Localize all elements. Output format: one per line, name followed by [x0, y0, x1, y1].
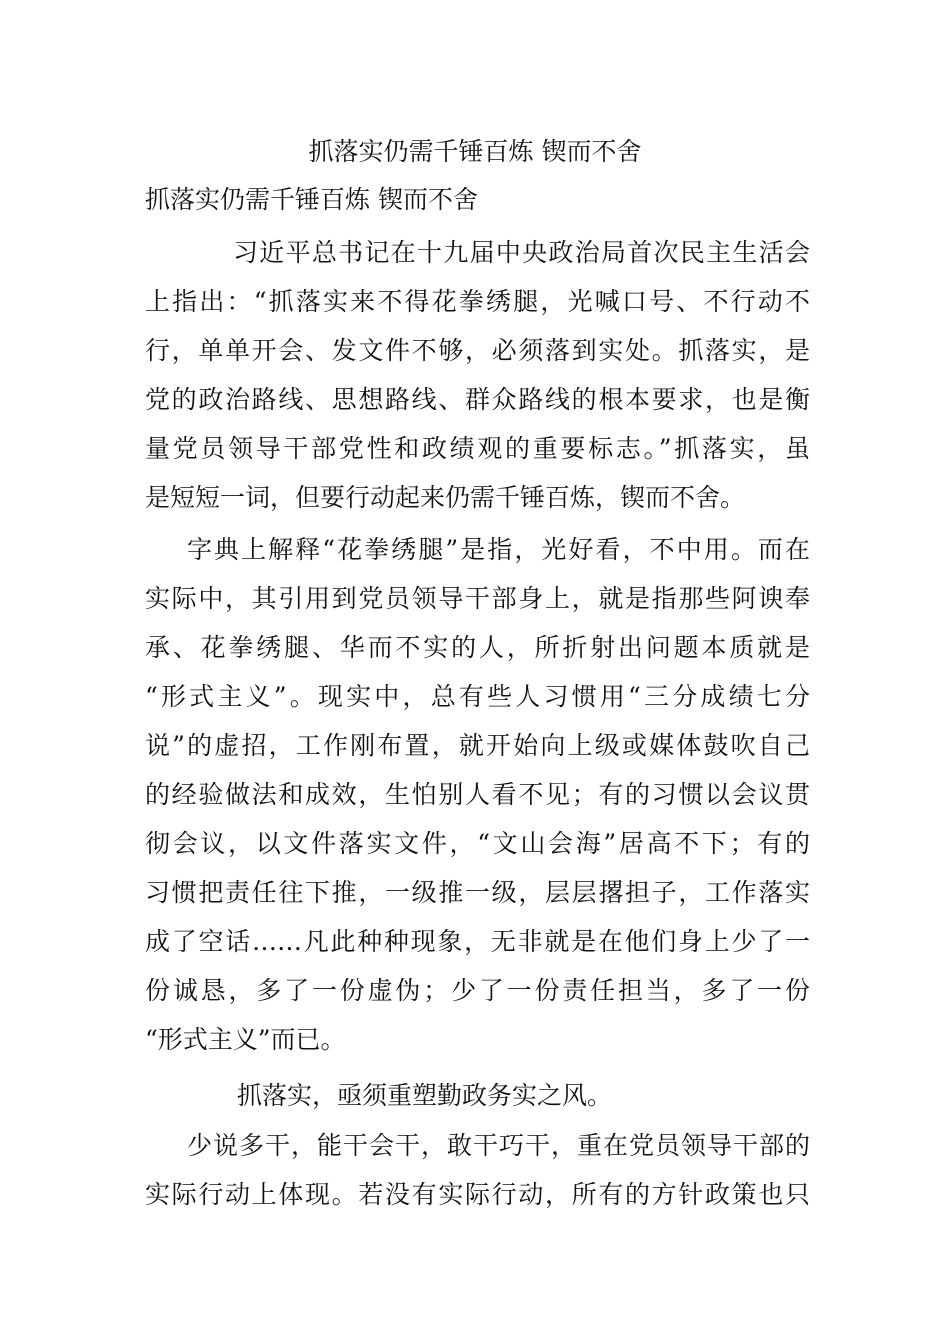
paragraph-line: 上指出：“抓落实来不得花拳绣腿，光喊口号、不行动不	[145, 287, 810, 316]
paragraph-line: “形式主义”。现实中，总有些人习惯用“三分成绩七分	[145, 682, 810, 711]
paragraph-line: 是短短一词，但要行动起来仍需千锤百炼，锲而不舍。	[145, 483, 746, 512]
paragraph-line: 量党员领导干部党性和政绩观的重要标志。”抓落实，虽	[145, 434, 810, 463]
paragraph-line: 说”的虚招，工作刚布置，就开始向上级或媒体鼓吹自己	[145, 731, 810, 760]
paragraph-line: 习近平总书记在十九届中央政治局首次民主生活会	[233, 238, 810, 267]
paragraph-line: 抓落实，亟须重塑勤政务实之风。	[237, 1081, 613, 1110]
paragraph-line: 实际中，其引用到党员领导干部身上，就是指那些阿谀奉	[145, 584, 810, 613]
paragraph-2	[145, 525, 810, 1064]
paragraph-line: 党的政治路线、思想路线、群众路线的根本要求，也是衡	[145, 385, 810, 414]
paragraph-line: 成了空话……凡此种种现象，无非就是在他们身上少了一	[145, 927, 810, 956]
paragraph-4	[145, 1121, 810, 1219]
paragraph-line: “形式主义”而已。	[145, 1025, 346, 1054]
paragraph-line: 实际行动上体现。若没有实际行动，所有的方针政策也只	[145, 1180, 810, 1209]
paragraph-line: 习惯把责任往下推，一级推一级，层层撂担子，工作落实	[145, 878, 810, 907]
paragraph-line: 少说多干，能干会干，敢干巧干，重在党员领导干部的	[187, 1131, 810, 1160]
paragraph-line: 彻会议，以文件落实文件，“文山会海”居高不下；有的	[145, 829, 810, 858]
paragraph-line: 份诚恳，多了一份虚伪；少了一份责任担当，多了一份	[145, 976, 810, 1005]
document-subtitle: 抓落实仍需千锤百炼 锲而不舍	[145, 185, 478, 214]
paragraph-line: 承、花拳绣腿、华而不实的人，所折射出问题本质就是	[145, 633, 810, 662]
paragraph-line: 字典上解释“花拳绣腿”是指，光好看，不中用。而在	[187, 535, 810, 564]
paragraph-line: 行，单单开会、发文件不够，必须落到实处。抓落实，是	[145, 336, 810, 365]
paragraph-line: 的经验做法和成效，生怕别人看不见；有的习惯以会议贯	[145, 780, 810, 809]
paragraph-3	[145, 1071, 810, 1120]
document-title: 抓落实仍需千锤百炼 锲而不舍	[308, 137, 642, 166]
paragraph-1	[145, 228, 810, 522]
